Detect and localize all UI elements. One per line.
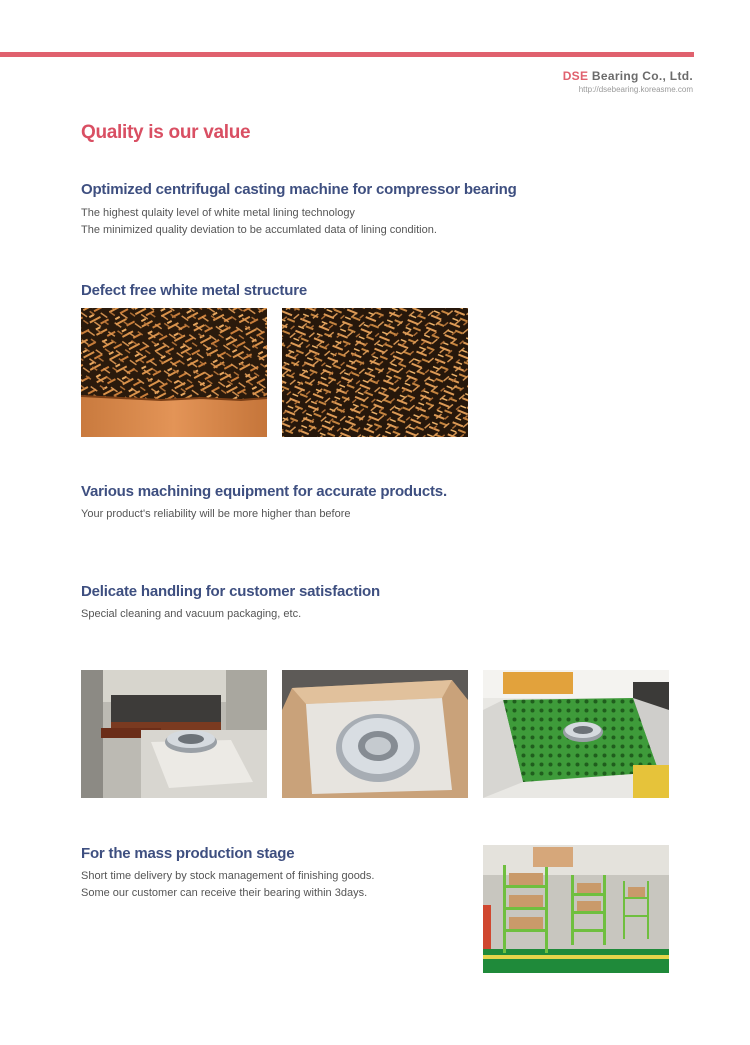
- top-accent-rule: [0, 52, 694, 57]
- machining-section-title: Various machining equipment for accurate products.: [81, 483, 447, 500]
- company-name: [563, 69, 693, 83]
- warehouse-stock-photo: [483, 845, 669, 973]
- casting-section-text: [81, 205, 437, 239]
- casting-line-2: The minimized quality deviation to be accumlated data of lining condition.: [81, 224, 437, 236]
- casting-line-1: The highest qulaity level of white metal lining technology: [81, 207, 355, 219]
- company-name-rest: Bearing Co., Ltd.: [588, 69, 693, 83]
- brand-block: [563, 69, 693, 94]
- cleaning-tank-photo: [483, 670, 669, 798]
- machining-section-text: [81, 506, 351, 523]
- mass-production-section-text: [81, 868, 374, 902]
- company-url: http://dsebearing.koreasme.com: [578, 85, 693, 94]
- vacuum-sealer-photo: [81, 670, 267, 798]
- page-title: Quality is our value: [81, 122, 251, 143]
- casting-section-title: Optimized centrifugal casting machine for compressor bearing: [81, 181, 517, 198]
- mass-production-line-2: Some our customer can receive their bearing within 3days.: [81, 887, 368, 899]
- handling-section-title: Delicate handling for customer satisfaction: [81, 583, 380, 600]
- micrograph-photo-1: [81, 308, 267, 437]
- handling-section-text: [81, 606, 301, 623]
- structure-section-title: Defect free white metal structure: [81, 282, 307, 299]
- micrograph-photo-2: [282, 308, 468, 437]
- mass-production-section-title: For the mass production stage: [81, 845, 295, 862]
- packaged-bearing-photo: [282, 670, 468, 798]
- mass-production-line-1: Short time delivery by stock management of finishing goods.: [81, 870, 375, 882]
- handling-line-1: Special cleaning and vacuum packaging, etc.: [81, 608, 302, 620]
- company-name-accent: DSE: [562, 69, 589, 83]
- machining-line-1: Your product's reliability will be more higher than before: [81, 508, 351, 520]
